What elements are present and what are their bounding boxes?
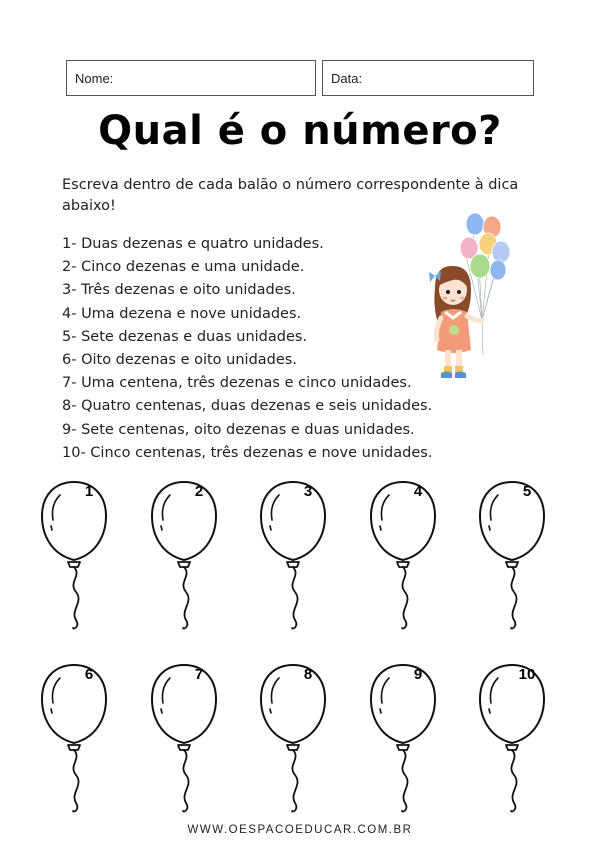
balloon-icon [40, 478, 116, 638]
clue-item: 5- Sete dezenas e duas unidades. [62, 328, 308, 345]
balloon-icon [259, 478, 335, 638]
date-label: Data: [331, 71, 363, 86]
balloon-icon [150, 478, 226, 638]
balloon-icon [369, 661, 445, 821]
balloon-number: 5 [522, 483, 532, 500]
clue-item: 7- Uma centena, três dezenas e cinco unidades. [62, 375, 412, 392]
balloon-number: 6 [84, 666, 94, 683]
clue-item: 1- Duas dezenas e quatro unidades. [62, 236, 324, 252]
balloon-number: 2 [194, 483, 204, 500]
balloon-number: 10 [518, 666, 536, 683]
name-field[interactable] [66, 60, 316, 96]
clue-item: 4- Uma dezena e nove unidades. [62, 305, 302, 322]
balloon-7[interactable] [150, 661, 226, 821]
balloon-number: 3 [303, 483, 313, 500]
balloon-icon [369, 478, 445, 638]
balloon-number: 8 [303, 666, 313, 683]
balloon-4[interactable] [369, 478, 445, 638]
clue-item: 9- Sete centenas, oito dezenas e duas unidades. [62, 421, 415, 438]
date-field[interactable] [322, 60, 534, 96]
girl-with-balloons-icon [425, 210, 525, 390]
clue-item: 8- Quatro centenas, duas dezenas e seis unidades. [62, 398, 433, 415]
instruction-text: Escreva dentro de cada balão o número correspondente à dica abaixo! [62, 177, 519, 214]
website-footer: WWW.OESPACOEDUCAR.COM.BR [187, 824, 413, 836]
balloon-icon [478, 478, 554, 638]
balloon-5[interactable] [478, 478, 554, 638]
clue-list [62, 233, 432, 465]
balloon-3[interactable] [259, 478, 335, 638]
clue-item: 3- Três dezenas e oito unidades. [62, 282, 296, 299]
clue-item: 2- Cinco dezenas e uma unidade. [62, 259, 305, 276]
balloon-icon [150, 661, 226, 821]
balloon-number: 4 [413, 483, 423, 500]
balloon-icon [259, 661, 335, 821]
balloon-9[interactable] [369, 661, 445, 821]
balloon-number: 7 [194, 666, 204, 683]
balloon-number: 1 [84, 483, 94, 500]
balloon-2[interactable] [150, 478, 226, 638]
balloon-6[interactable] [40, 661, 116, 821]
page-title: Qual é o número? [98, 108, 502, 154]
clue-item: 10- Cinco centenas, três dezenas e nove unidades. [62, 444, 433, 461]
balloon-1[interactable] [40, 478, 116, 638]
balloon-10[interactable] [478, 661, 554, 821]
clue-item: 6- Oito dezenas e oito unidades. [62, 352, 297, 369]
balloon-number: 9 [413, 666, 423, 683]
balloon-8[interactable] [259, 661, 335, 821]
name-label: Nome: [75, 71, 114, 86]
balloon-icon [478, 661, 554, 821]
balloon-icon [40, 661, 116, 821]
